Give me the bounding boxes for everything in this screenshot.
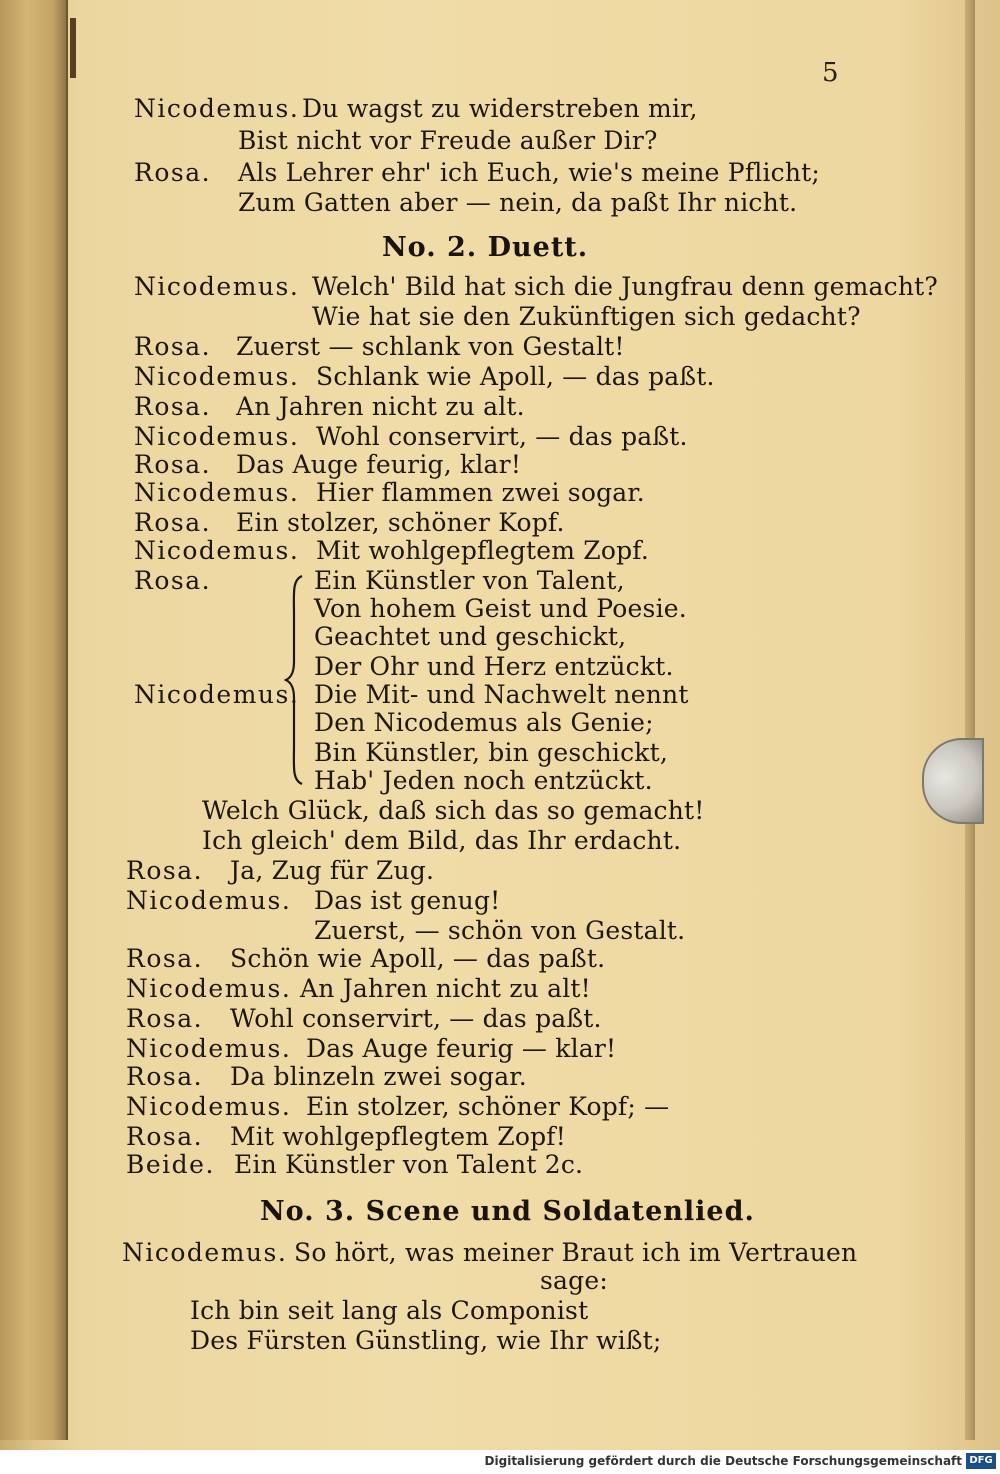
- verse-line: An Jahren nicht zu alt.: [236, 392, 525, 421]
- verse-line: Das Auge feurig, klar!: [236, 450, 522, 479]
- verse-line: Den Nicodemus als Genie;: [314, 708, 654, 737]
- speaker-label: Nicodemus.: [126, 886, 292, 915]
- verse-line: Da blinzeln zwei sogar.: [230, 1062, 527, 1091]
- verse-line: Ja, Zug für Zug.: [230, 856, 435, 885]
- speaker-label: Rosa.: [126, 1004, 204, 1033]
- speaker-label: Nicodemus.: [134, 680, 300, 709]
- verse-line: Du wagst zu widerstreben mir,: [302, 94, 698, 123]
- page-number: 5: [822, 58, 839, 88]
- section-heading: No. 3. Scene und Soldatenlied.: [260, 1196, 755, 1227]
- speaker-label: Rosa.: [126, 944, 204, 973]
- verse-line: Die Mit- und Nachwelt nennt: [314, 680, 689, 709]
- speaker-label: Nicodemus.: [126, 1092, 292, 1121]
- verse-line: sage:: [540, 1266, 608, 1295]
- speaker-label: Rosa.: [126, 1062, 204, 1091]
- verse-line: An Jahren nicht zu alt!: [300, 974, 591, 1003]
- speaker-label: Rosa.: [126, 1122, 204, 1151]
- verse-line: Schlank wie Apoll, — das paßt.: [316, 362, 715, 391]
- speaker-label: Rosa.: [134, 392, 212, 421]
- speaker-label: Rosa.: [126, 856, 204, 885]
- speaker-label: Nicodemus.: [134, 362, 300, 391]
- verse-line: Zuerst, — schön von Gestalt.: [314, 916, 686, 945]
- verse-line: Als Lehrer ehr' ich Euch, wie's meine Pflicht;: [238, 158, 821, 187]
- verse-line: Des Fürsten Günstling, wie Ihr wißt;: [190, 1326, 662, 1355]
- speaker-label: Rosa.: [134, 332, 212, 361]
- verse-line: Der Ohr und Herz entzückt.: [314, 652, 674, 681]
- paper-clip: [922, 738, 984, 824]
- verse-line: Schön wie Apoll, — das paßt.: [230, 944, 606, 973]
- speaker-label: Nicodemus.: [134, 94, 300, 123]
- verse-line: Welch Glück, daß sich das so gemacht!: [202, 796, 705, 825]
- verse-line: Bist nicht vor Freude außer Dir?: [238, 126, 658, 155]
- verse-line: Ein Künstler von Talent 2c.: [234, 1150, 584, 1179]
- verse-line: Ein stolzer, schöner Kopf.: [236, 508, 565, 537]
- verse-line: Das ist genug!: [314, 886, 501, 915]
- verse-line: Zum Gatten aber — nein, da paßt Ihr nicht.: [238, 188, 798, 217]
- speaker-label: Beide.: [126, 1150, 215, 1179]
- dfg-logo: DFG: [966, 1453, 996, 1469]
- footer-bar: [0, 1450, 1000, 1474]
- verse-line: Wie hat sie den Zukünftigen sich gedacht?: [312, 302, 861, 331]
- speaker-label: Nicodemus.: [134, 536, 300, 565]
- verse-line: Wohl conservirt, — das paßt.: [230, 1004, 602, 1033]
- verse-line: Ein Künstler von Talent,: [314, 566, 625, 595]
- speaker-label: Nicodemus.: [126, 974, 292, 1003]
- speaker-label: Rosa.: [134, 450, 212, 479]
- verse-line: Mit wohlgepflegtem Zopf.: [316, 536, 650, 565]
- speaker-label: Nicodemus.: [126, 1034, 292, 1063]
- speaker-label: Nicodemus.: [134, 272, 300, 301]
- verse-line: Bin Künstler, bin geschickt,: [314, 738, 669, 767]
- verse-line: Zuerst — schlank von Gestalt!: [236, 332, 625, 361]
- verse-line: Das Auge feurig — klar!: [306, 1034, 617, 1063]
- speaker-label: Nicodemus.: [134, 478, 300, 507]
- speaker-label: Rosa.: [134, 508, 212, 537]
- section-heading: No. 2. Duett.: [382, 232, 589, 263]
- verse-line: Hier flammen zwei sogar.: [316, 478, 645, 507]
- speaker-label: Rosa.: [134, 158, 212, 187]
- spine-mark: [70, 18, 76, 78]
- verse-line: Mit wohlgepflegtem Zopf!: [230, 1122, 567, 1151]
- book-spine: [0, 0, 68, 1440]
- page-edge: [965, 0, 975, 1440]
- speaker-label: Nicodemus.: [134, 422, 300, 451]
- funding-note: Digitalisierung gefördert durch die Deutsche Forschungsgemeinschaft: [484, 1454, 962, 1468]
- brace-symbol: [284, 574, 306, 786]
- verse-line: Welch' Bild hat sich die Jungfrau denn gemacht?: [312, 272, 938, 301]
- verse-line: Ein stolzer, schöner Kopf; —: [306, 1092, 670, 1121]
- speaker-label: Rosa.: [134, 566, 212, 595]
- verse-line: Geachtet und geschickt,: [314, 622, 627, 651]
- verse-line: Wohl conservirt, — das paßt.: [316, 422, 688, 451]
- verse-line: Hab' Jeden noch entzückt.: [314, 766, 653, 795]
- verse-line: So hört, was meiner Braut ich im Vertrauen: [294, 1238, 858, 1267]
- verse-line: Ich gleich' dem Bild, das Ihr erdacht.: [202, 826, 682, 855]
- speaker-label: Nicodemus.: [122, 1238, 288, 1267]
- verse-line: Von hohem Geist und Poesie.: [314, 594, 687, 623]
- verse-line: Ich bin seit lang als Componist: [190, 1296, 589, 1325]
